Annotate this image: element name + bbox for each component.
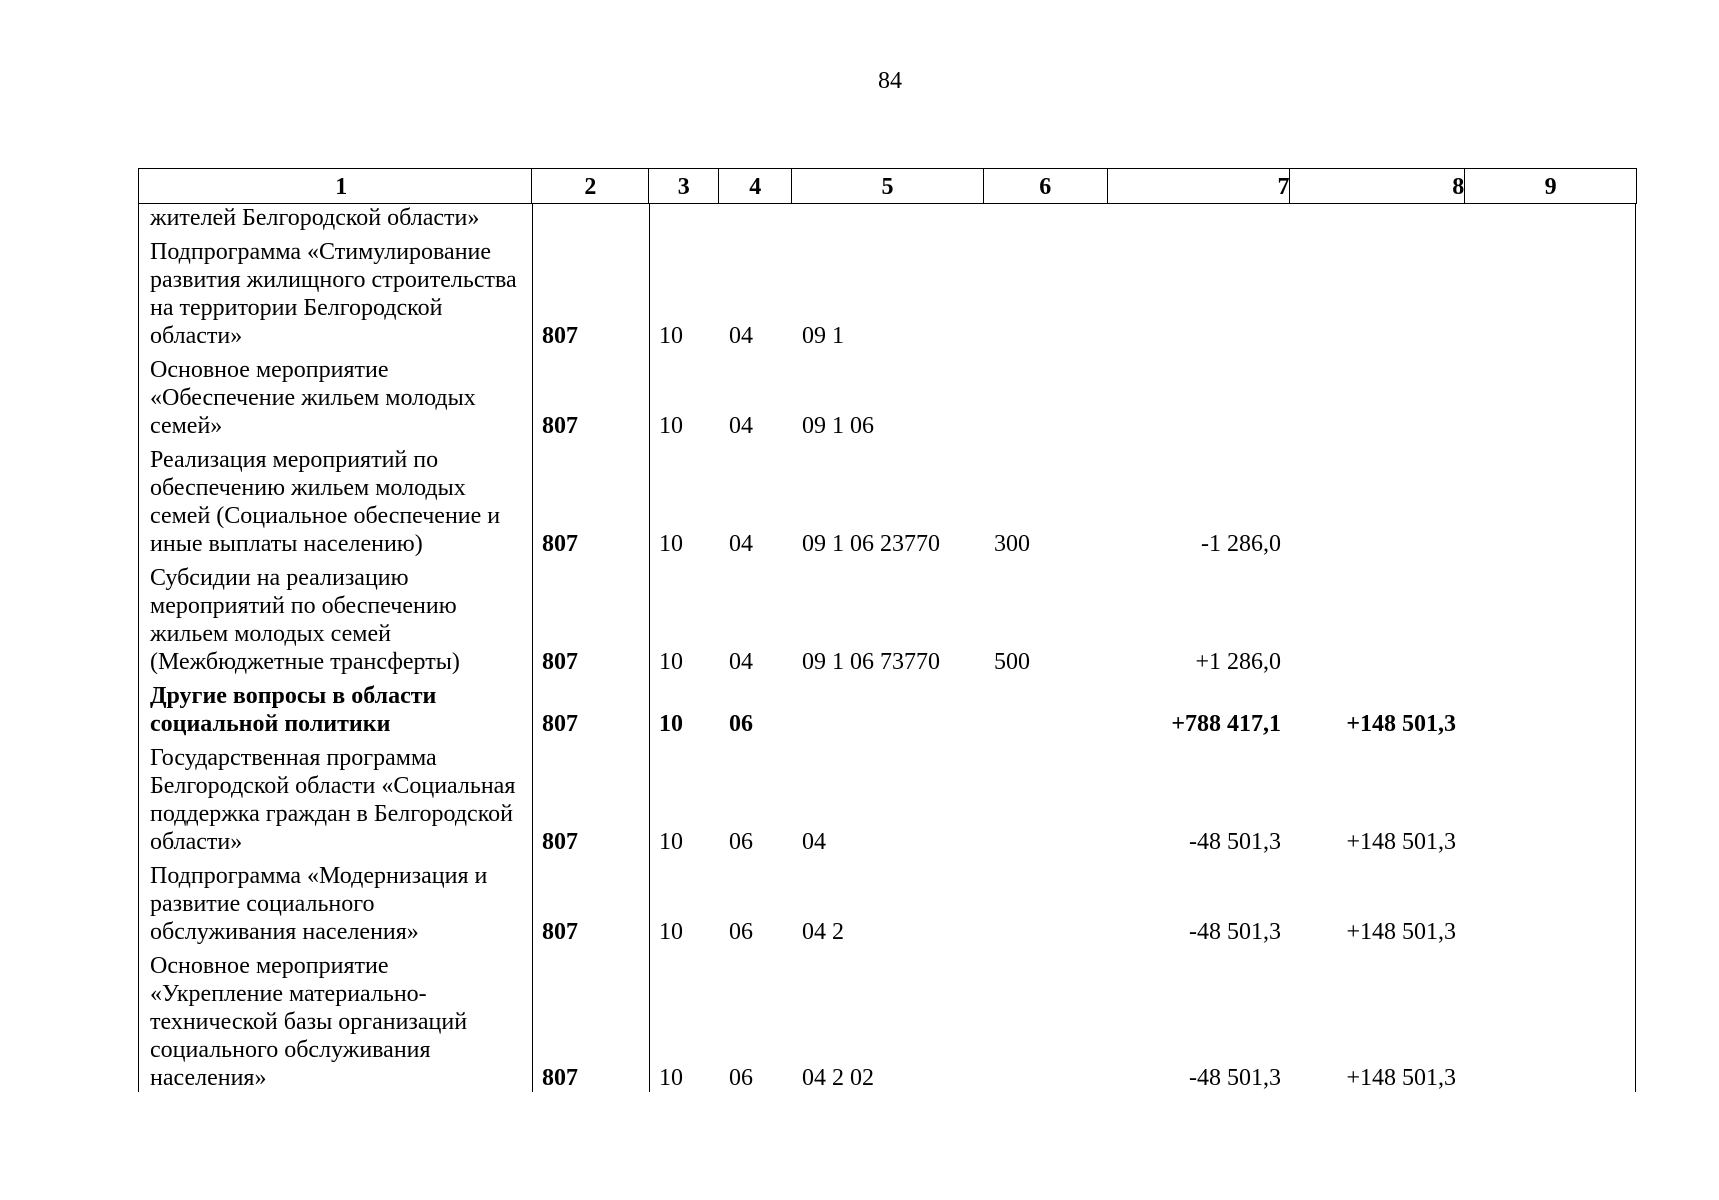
col-8-cell bbox=[1291, 744, 1466, 856]
col-2-cell bbox=[532, 564, 649, 676]
cell-text: 04 bbox=[729, 323, 753, 349]
column-divider bbox=[532, 204, 533, 1092]
col-3-cell bbox=[649, 238, 719, 350]
cell-text: 06 bbox=[729, 919, 753, 945]
cell-text: 04 bbox=[729, 649, 753, 675]
col-2-cell bbox=[532, 356, 649, 440]
cell-text: Подпрограмма «Стимулирование развития жилищного строительства на территории Белгородской области» bbox=[150, 239, 517, 349]
cell-text: 06 bbox=[729, 711, 753, 737]
col-7-cell bbox=[1108, 204, 1291, 232]
col-2-cell bbox=[532, 682, 649, 738]
cell-text: 10 bbox=[659, 531, 683, 557]
col-7-cell bbox=[1108, 564, 1291, 676]
col-2-cell bbox=[532, 952, 649, 1092]
cell-text: 807 bbox=[542, 531, 578, 557]
col-2-cell bbox=[532, 862, 649, 946]
column-divider bbox=[649, 204, 650, 1092]
col-9-cell bbox=[1466, 238, 1637, 350]
cell-text: +148 501,3 bbox=[1346, 1065, 1456, 1091]
table-row bbox=[138, 238, 1637, 350]
table-right-border bbox=[1635, 204, 1636, 1092]
row-name-cell bbox=[138, 682, 532, 738]
col-4-cell bbox=[719, 238, 792, 350]
col-3-cell bbox=[649, 862, 719, 946]
cell-text: +148 501,3 bbox=[1346, 711, 1456, 737]
cell-text: +788 417,1 bbox=[1171, 711, 1281, 737]
cell-text: -1 286,0 bbox=[1201, 531, 1281, 557]
col-6-cell bbox=[984, 238, 1108, 350]
table-row bbox=[138, 952, 1637, 1092]
col-2-cell bbox=[532, 446, 649, 558]
header-col-3: 3 bbox=[649, 169, 719, 203]
col-7-cell bbox=[1108, 862, 1291, 946]
cell-text: 500 bbox=[994, 649, 1030, 675]
row-name-cell bbox=[138, 744, 532, 856]
cell-text: 09 1 06 bbox=[802, 413, 874, 439]
col-9-cell bbox=[1466, 446, 1637, 558]
cell-text: 04 bbox=[729, 413, 753, 439]
col-9-cell bbox=[1466, 682, 1637, 738]
col-8-cell bbox=[1291, 682, 1466, 738]
cell-text: 807 bbox=[542, 919, 578, 945]
col-8-cell bbox=[1291, 564, 1466, 676]
col-9-cell bbox=[1466, 862, 1637, 946]
col-3-cell bbox=[649, 204, 719, 232]
cell-text: Основное мероприятие «Укрепление материально-технической базы организаций социального обслуживания населения» bbox=[150, 953, 468, 1091]
cell-text: 04 2 bbox=[802, 919, 844, 945]
col-8-cell bbox=[1291, 356, 1466, 440]
col-6-cell bbox=[984, 356, 1108, 440]
cell-text: -48 501,3 bbox=[1189, 1065, 1281, 1091]
col-5-cell bbox=[792, 682, 984, 738]
cell-text: Подпрограмма «Модернизация и развитие социального обслуживания населения» bbox=[150, 863, 488, 945]
header-col-6: 6 bbox=[984, 169, 1108, 203]
cell-text: 09 1 bbox=[802, 323, 844, 349]
cell-text: Субсидии на реализацию мероприятий по обеспечению жильем молодых семей (Межбюджетные трансферты) bbox=[150, 565, 460, 675]
row-name-cell bbox=[138, 952, 532, 1092]
col-6-cell bbox=[984, 744, 1108, 856]
header-col-4: 4 bbox=[719, 169, 792, 203]
cell-text: 10 bbox=[659, 413, 683, 439]
col-7-cell bbox=[1108, 952, 1291, 1092]
cell-text: 10 bbox=[659, 323, 683, 349]
col-8-cell bbox=[1291, 204, 1466, 232]
col-5-cell bbox=[792, 356, 984, 440]
cell-text: 09 1 06 23770 bbox=[802, 531, 940, 557]
col-7-cell bbox=[1108, 744, 1291, 856]
cell-text: 10 bbox=[659, 711, 683, 737]
col-9-cell bbox=[1466, 356, 1637, 440]
col-7-cell bbox=[1108, 356, 1291, 440]
budget-table bbox=[138, 168, 1637, 1092]
col-4-cell bbox=[719, 564, 792, 676]
col-5-cell bbox=[792, 952, 984, 1092]
col-5-cell bbox=[792, 744, 984, 856]
table-row bbox=[138, 862, 1637, 946]
col-6-cell bbox=[984, 204, 1108, 232]
table-row bbox=[138, 204, 1637, 232]
cell-text: Государственная программа Белгородской области «Социальная поддержка граждан в Белгородской области» bbox=[150, 745, 516, 855]
col-4-cell bbox=[719, 862, 792, 946]
col-3-cell bbox=[649, 952, 719, 1092]
cell-text: +1 286,0 bbox=[1195, 649, 1281, 675]
col-9-cell bbox=[1466, 744, 1637, 856]
header-col-7: 7 bbox=[1108, 169, 1291, 203]
row-name-cell bbox=[138, 238, 532, 350]
col-7-cell bbox=[1108, 682, 1291, 738]
col-9-cell bbox=[1466, 564, 1637, 676]
table-row bbox=[138, 356, 1637, 440]
cell-text: Реализация мероприятий по обеспечению жильем молодых семей (Социальное обеспечение и иные выплаты населению) bbox=[150, 447, 501, 557]
row-name-cell bbox=[138, 356, 532, 440]
table-row bbox=[138, 446, 1637, 558]
header-col-8: 8 bbox=[1290, 169, 1465, 203]
cell-text: 807 bbox=[542, 413, 578, 439]
col-7-cell bbox=[1108, 238, 1291, 350]
cell-text: Основное мероприятие «Обеспечение жильем молодых семей» bbox=[150, 357, 476, 439]
cell-text: +148 501,3 bbox=[1346, 829, 1456, 855]
col-5-cell bbox=[792, 446, 984, 558]
col-5-cell bbox=[792, 564, 984, 676]
cell-text: 807 bbox=[542, 829, 578, 855]
col-3-cell bbox=[649, 564, 719, 676]
col-6-cell bbox=[984, 682, 1108, 738]
cell-text: -48 501,3 bbox=[1189, 919, 1281, 945]
table-row bbox=[138, 564, 1637, 676]
col-4-cell bbox=[719, 952, 792, 1092]
table-left-border bbox=[138, 204, 139, 1092]
table-header bbox=[138, 168, 1637, 204]
row-name-cell bbox=[138, 564, 532, 676]
header-col-2: 2 bbox=[532, 169, 649, 203]
cell-text: 300 bbox=[994, 531, 1030, 557]
cell-text: 10 bbox=[659, 829, 683, 855]
col-6-cell bbox=[984, 564, 1108, 676]
cell-text: 10 bbox=[659, 649, 683, 675]
col-3-cell bbox=[649, 682, 719, 738]
col-5-cell bbox=[792, 204, 984, 232]
col-3-cell bbox=[649, 446, 719, 558]
col-5-cell bbox=[792, 238, 984, 350]
cell-text: 04 bbox=[802, 829, 826, 855]
row-name-cell bbox=[138, 446, 532, 558]
cell-text: 807 bbox=[542, 711, 578, 737]
col-4-cell bbox=[719, 682, 792, 738]
col-6-cell bbox=[984, 862, 1108, 946]
table-row bbox=[138, 682, 1637, 738]
col-4-cell bbox=[719, 204, 792, 232]
cell-text: жителей Белгородской области» bbox=[150, 205, 480, 231]
cell-text: -48 501,3 bbox=[1189, 829, 1281, 855]
col-2-cell bbox=[532, 238, 649, 350]
cell-text: 10 bbox=[659, 919, 683, 945]
page-number: 84 bbox=[878, 68, 902, 94]
cell-text: 10 bbox=[659, 1065, 683, 1091]
cell-text: 06 bbox=[729, 829, 753, 855]
cell-text: +148 501,3 bbox=[1346, 919, 1456, 945]
header-col-5: 5 bbox=[792, 169, 984, 203]
col-6-cell bbox=[984, 446, 1108, 558]
col-8-cell bbox=[1291, 446, 1466, 558]
col-8-cell bbox=[1291, 862, 1466, 946]
table-row bbox=[138, 744, 1637, 856]
row-name-cell bbox=[138, 204, 532, 232]
col-3-cell bbox=[649, 356, 719, 440]
col-7-cell bbox=[1108, 446, 1291, 558]
cell-text: 807 bbox=[542, 1065, 578, 1091]
cell-text: Другие вопросы в области социальной политики bbox=[150, 683, 437, 737]
col-4-cell bbox=[719, 446, 792, 558]
cell-text: 04 bbox=[729, 531, 753, 557]
col-9-cell bbox=[1466, 952, 1637, 1092]
cell-text: 807 bbox=[542, 649, 578, 675]
row-name-cell bbox=[138, 862, 532, 946]
col-6-cell bbox=[984, 952, 1108, 1092]
col-9-cell bbox=[1466, 204, 1637, 232]
col-4-cell bbox=[719, 356, 792, 440]
col-3-cell bbox=[649, 744, 719, 856]
cell-text: 807 bbox=[542, 323, 578, 349]
col-8-cell bbox=[1291, 238, 1466, 350]
col-2-cell bbox=[532, 204, 649, 232]
header-col-1: 1 bbox=[139, 169, 532, 203]
header-col-9: 9 bbox=[1544, 174, 1557, 200]
table-body bbox=[138, 204, 1637, 1092]
col-5-cell bbox=[792, 862, 984, 946]
cell-text: 04 2 02 bbox=[802, 1065, 874, 1091]
col-8-cell bbox=[1291, 952, 1466, 1092]
col-2-cell bbox=[532, 744, 649, 856]
cell-text: 09 1 06 73770 bbox=[802, 649, 940, 675]
cell-text: 06 bbox=[729, 1065, 753, 1091]
col-4-cell bbox=[719, 744, 792, 856]
